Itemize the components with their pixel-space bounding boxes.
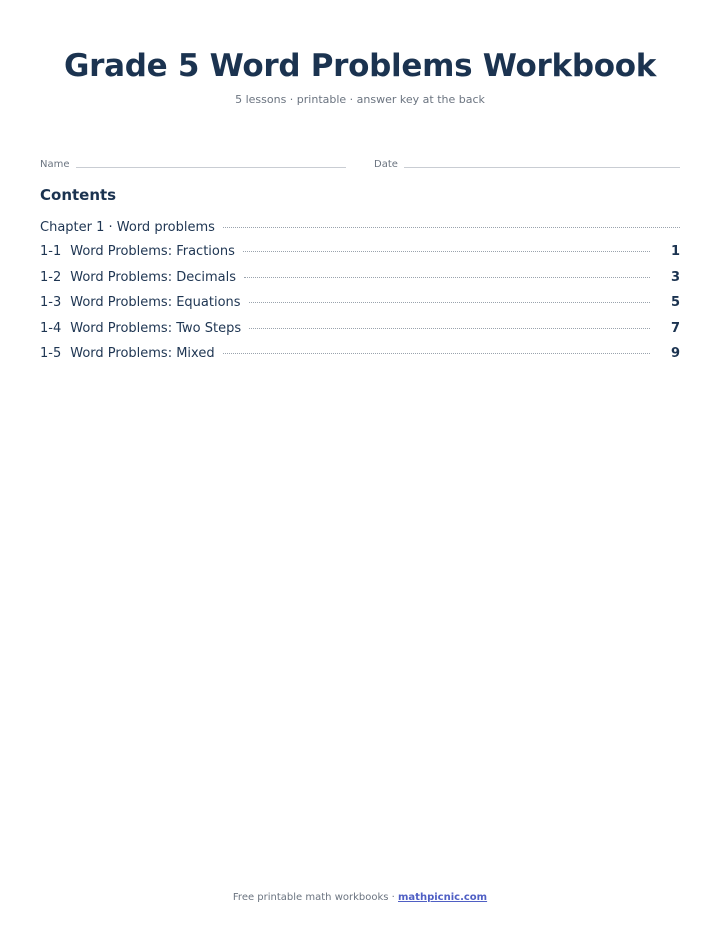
contents-heading: Contents bbox=[40, 186, 117, 204]
dot-leader bbox=[249, 328, 650, 329]
lesson-number: 1-1 bbox=[40, 244, 62, 259]
date-label: Date bbox=[374, 159, 398, 170]
lesson-title: Word Problems: Decimals bbox=[70, 269, 236, 285]
page-footer bbox=[0, 891, 720, 905]
toc-chapter[interactable] bbox=[40, 220, 680, 244]
lesson-page: 5 bbox=[670, 295, 680, 311]
student-fields bbox=[40, 156, 680, 172]
table-of-contents bbox=[40, 220, 680, 372]
toc-item[interactable] bbox=[40, 295, 680, 321]
lesson-number: 1-4 bbox=[40, 320, 62, 336]
toc-item[interactable] bbox=[40, 321, 680, 347]
lesson-number: 1-3 bbox=[40, 295, 62, 311]
date-line[interactable] bbox=[404, 157, 680, 168]
footer-link[interactable]: mathpicnic.com bbox=[398, 892, 488, 903]
date-field[interactable] bbox=[374, 156, 680, 172]
name-line[interactable] bbox=[76, 157, 346, 168]
toc-item[interactable] bbox=[40, 346, 680, 372]
name-label: Name bbox=[40, 159, 70, 170]
dot-leader bbox=[223, 227, 680, 228]
lesson-number: 1-2 bbox=[40, 269, 62, 285]
lesson-number: 1-5 bbox=[40, 346, 62, 362]
toc-item[interactable] bbox=[40, 244, 680, 270]
lesson-page: 9 bbox=[670, 346, 680, 362]
dot-leader bbox=[243, 251, 650, 252]
footer-text: Free printable math workbooks · bbox=[232, 892, 399, 903]
page-subtitle: 5 lessons · printable · answer key at the back bbox=[235, 93, 485, 106]
lesson-title: Word Problems: Equations bbox=[70, 295, 241, 311]
lesson-page: 3 bbox=[670, 269, 680, 285]
lesson-page: 7 bbox=[670, 320, 680, 336]
name-field[interactable] bbox=[40, 156, 346, 172]
lesson-page: 1 bbox=[670, 244, 680, 259]
dot-leader bbox=[223, 353, 650, 354]
lesson-title: Word Problems: Mixed bbox=[70, 346, 215, 362]
dot-leader bbox=[249, 302, 650, 303]
toc-item[interactable] bbox=[40, 270, 680, 296]
lesson-title: Word Problems: Fractions bbox=[70, 244, 235, 259]
dot-leader bbox=[244, 277, 650, 278]
chapter-label: Chapter 1 · Word problems bbox=[40, 220, 215, 235]
page-title: Grade 5 Word Problems Workbook bbox=[63, 48, 657, 84]
lesson-title: Word Problems: Two Steps bbox=[70, 320, 242, 336]
